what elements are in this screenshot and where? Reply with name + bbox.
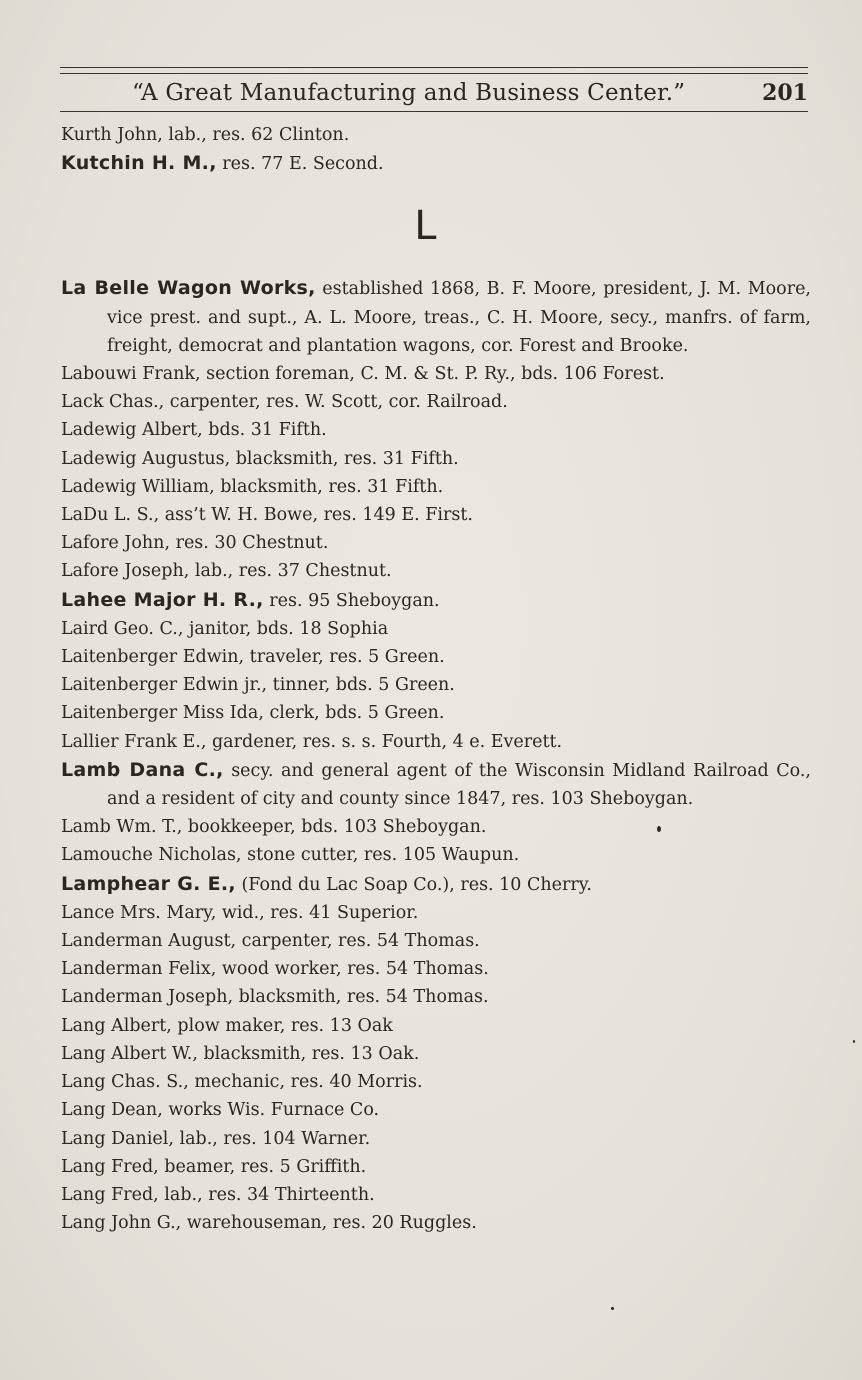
entry-details: , lab., res. 62 Clinton. <box>157 125 350 145</box>
directory-entry <box>61 615 811 643</box>
directory-entry <box>61 756 811 813</box>
entry-details: res. 95 Sheboygan. <box>263 590 440 611</box>
entry-name: Lang Fred <box>61 1184 154 1205</box>
entry-name: Laitenberger Edwin jr. <box>61 675 262 696</box>
entry-details: secy. and general agent of the Wisconsin Midland Railroad Co., and a resident of city and county since 1847, res. 103 Sheboygan. <box>107 760 811 810</box>
header-double-rule <box>60 67 808 74</box>
entry-list <box>61 274 811 1237</box>
entry-details: , blacksmith, res. 13 Oak. <box>192 1043 420 1064</box>
directory-entry <box>61 473 811 501</box>
entry-details: , bookkeeper, bds. 103 Sheboygan. <box>176 817 487 838</box>
entry-name: Lance Mrs. Mary <box>61 902 211 923</box>
entry-details: , carpenter, res. 54 Thomas. <box>230 931 480 952</box>
entry-name: Landerman Joseph <box>61 987 228 1008</box>
top-entry-list <box>61 121 811 178</box>
directory-entry <box>61 557 811 585</box>
entry-name: Lafore John <box>61 533 165 554</box>
directory-entry <box>61 1181 811 1209</box>
directory-entry <box>61 121 811 149</box>
ink-speck <box>657 826 661 832</box>
entry-details: established 1868, B. F. Moore, president, J. M. Moore, vice prest. and supt., A. L. Moore, treas., C. H. Moore, secy., manfrs. of farm, freight, democrat and plantation wagons, cor. Forest and Brooke. <box>107 279 811 356</box>
entry-name: Lafore Joseph <box>61 561 184 582</box>
entry-details: , res. 30 Chestnut. <box>164 533 329 554</box>
entry-name: Labouwi Frank <box>61 364 196 385</box>
directory-entry <box>61 274 811 360</box>
directory-entry <box>61 1040 811 1068</box>
directory-entry <box>61 388 811 416</box>
ink-speck <box>611 1307 614 1310</box>
entry-name: Ladewig Albert <box>61 420 198 441</box>
entry-name: Laitenberger Miss Ida <box>61 703 259 724</box>
entry-name: Landerman Felix <box>61 959 211 980</box>
entry-details: , blacksmith, res. 31 Fifth. <box>224 448 459 469</box>
directory-entry <box>61 870 811 899</box>
directory-entry <box>61 445 811 473</box>
directory-entry <box>61 671 811 699</box>
entry-name: Lang Chas. S. <box>61 1072 184 1093</box>
directory-entry <box>61 1068 811 1096</box>
entry-details: , traveler, res. 5 Green. <box>238 647 445 668</box>
directory-entry <box>61 983 811 1011</box>
directory-entry <box>61 149 811 178</box>
entry-details: (Fond du Lac Soap Co.), res. 10 Cherry. <box>235 874 592 895</box>
directory-entries <box>61 121 811 1237</box>
entry-name: Ladewig Augustus <box>61 448 225 469</box>
running-header-title: “A Great Manufacturing and Business Center.” <box>132 80 686 106</box>
entry-details: , blacksmith, res. 54 Thomas. <box>227 987 489 1008</box>
entry-name: Laird Geo. C. <box>61 618 178 639</box>
entry-name: Kutchin H. M., <box>61 152 217 175</box>
entry-details: , carpenter, res. W. Scott, cor. Railroad. <box>158 392 508 413</box>
entry-details: , blacksmith, res. 31 Fifth. <box>209 476 444 497</box>
directory-entry <box>61 899 811 927</box>
entry-details: , lab., res. 34 Thirteenth. <box>153 1184 375 1205</box>
entry-details: , stone cutter, res. 105 Waupun. <box>235 845 520 866</box>
directory-entry <box>61 955 811 983</box>
entry-name: Lahee Major H. R., <box>61 588 264 611</box>
entry-name: Lang John G. <box>61 1213 176 1234</box>
entry-name: Lang Daniel <box>61 1128 169 1149</box>
entry-details: , works Wis. Furnace Co. <box>157 1100 380 1121</box>
entry-name: La Belle Wagon Works, <box>61 277 316 300</box>
ink-speck <box>853 1040 855 1043</box>
entry-details: , section foreman, C. M. & St. P. Ry., bds. 106 Forest. <box>195 364 665 385</box>
entry-name: Ladewig William <box>61 476 210 497</box>
entry-details: , beamer, res. 5 Griffith. <box>153 1156 367 1177</box>
directory-entry <box>61 1209 811 1237</box>
directory-entry <box>61 501 811 529</box>
entry-name: Lang Dean <box>61 1100 158 1121</box>
entry-name: Lallier Frank E. <box>61 731 201 752</box>
entry-details: , ass’t W. H. Bowe, res. 149 E. First. <box>153 505 473 526</box>
entry-name: Kurth John <box>61 125 158 145</box>
directory-entry <box>61 699 811 727</box>
directory-entry <box>61 1012 811 1040</box>
directory-entry <box>61 1125 811 1153</box>
entry-name: Lamb Wm. T. <box>61 817 177 838</box>
entry-name: Lack Chas. <box>61 392 159 413</box>
entry-name: Lamb Dana C., <box>61 758 224 781</box>
directory-entry <box>61 529 811 557</box>
entry-details: , wid., res. 41 Superior. <box>210 902 419 923</box>
entry-name: Lang Albert W. <box>61 1043 193 1064</box>
entry-details: , tinner, bds. 5 Green. <box>261 675 455 696</box>
entry-name: Laitenberger Edwin <box>61 647 239 668</box>
directory-entry <box>61 360 811 388</box>
entry-details: , lab., res. 104 Warner. <box>168 1128 371 1149</box>
directory-entry <box>61 927 811 955</box>
directory-entry <box>61 728 811 756</box>
entry-details: , gardener, res. s. s. Fourth, 4 e. Everett. <box>200 731 563 752</box>
entry-details: , wood worker, res. 54 Thomas. <box>210 959 489 980</box>
entry-name: LaDu L. S. <box>61 505 154 526</box>
header-rule <box>60 111 808 112</box>
running-header <box>60 78 808 108</box>
entry-details: , bds. 31 Fifth. <box>197 420 327 441</box>
entry-details: , warehouseman, res. 20 Ruggles. <box>175 1213 477 1234</box>
entry-details: , lab., res. 37 Chestnut. <box>183 561 392 582</box>
section-letter-heading: L <box>413 203 439 250</box>
entry-name: Lamphear G. E., <box>61 872 236 895</box>
entry-details: , mechanic, res. 40 Morris. <box>183 1072 423 1093</box>
entry-name: Lamouche Nicholas <box>61 845 236 866</box>
directory-entry <box>61 586 811 615</box>
directory-entry <box>61 841 811 869</box>
entry-details: res. 77 E. Second. <box>216 154 384 175</box>
directory-entry <box>61 643 811 671</box>
entry-name: Landerman August <box>61 931 231 952</box>
directory-entry <box>61 416 811 444</box>
directory-entry <box>61 1153 811 1181</box>
directory-entry <box>61 813 811 841</box>
entry-details: , janitor, bds. 18 Sophia <box>177 618 389 639</box>
directory-entry <box>61 1096 811 1124</box>
entry-name: Lang Albert <box>61 1015 167 1036</box>
entry-details: , plow maker, res. 13 Oak <box>166 1015 393 1036</box>
entry-name: Lang Fred <box>61 1156 154 1177</box>
page-number: 201 <box>762 80 808 106</box>
entry-details: , clerk, bds. 5 Green. <box>258 703 445 724</box>
